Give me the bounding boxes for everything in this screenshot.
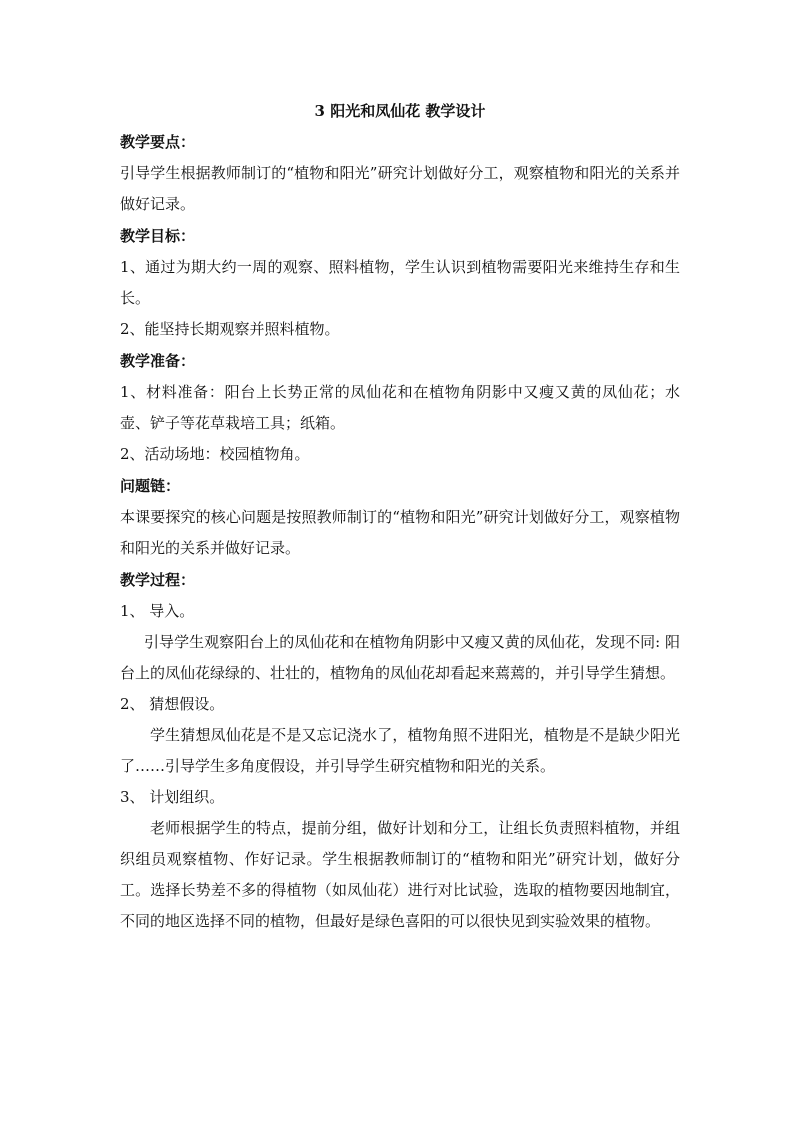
section-heading-key-points: 教学要点： <box>120 133 196 151</box>
process-step-2-title: 2、 猜想假设。 <box>120 695 225 713</box>
preparation-item-2: 2、活动场地：校园植物角。 <box>120 445 310 463</box>
process-step-3-title: 3、 计划组织。 <box>120 788 225 806</box>
document-title: 3 阳光和凤仙花 教学设计 <box>314 102 486 120</box>
objective-item-1: 1、通过为期大约一周的观察、照料植物，学生认识到植物需要阳光来维持生存和生长。 <box>120 258 680 307</box>
section-heading-question-chain: 问题链： <box>120 477 181 495</box>
process-step-1-body: 引导学生观察阳台上的凤仙花和在植物角阴影中又瘦又黄的凤仙花，发现不同: 阳台上的凤仙花绿绿的、壮壮的，植物角的凤仙花却看起来蔫蔫的，并引导学生猜想。 <box>120 633 680 682</box>
question-chain-paragraph: 本课要探究的核心问题是按照教师制订的“植物和阳光”研究计划做好分工，观察植物和阳光的关系并做好记录。 <box>120 508 680 557</box>
section-heading-process: 教学过程： <box>120 571 196 589</box>
section-heading-preparation: 教学准备： <box>120 352 196 370</box>
process-step-2-body: 学生猜想凤仙花是不是又忘记浇水了，植物角照不进阳光，植物是不是缺少阳光了……引导学生多角度假设，并引导学生研究植物和阳光的关系。 <box>120 726 680 775</box>
preparation-item-1: 1、材料准备：阳台上长势正常的凤仙花和在植物角阴影中又瘦又黄的凤仙花；水壶、铲子等花草栽培工具；纸箱。 <box>120 383 680 432</box>
process-step-1-title: 1、 导入。 <box>120 602 195 620</box>
key-points-paragraph: 引导学生根据教师制订的“植物和阳光”研究计划做好分工，观察植物和阳光的关系并做好记录。 <box>120 164 680 213</box>
document-page <box>120 96 680 937</box>
section-heading-objectives: 教学目标： <box>120 227 196 245</box>
objective-item-2: 2、能坚持长期观察并照料植物。 <box>120 320 340 338</box>
process-step-3-body: 老师根据学生的特点，提前分组，做好计划和分工，让组长负责照料植物，并组织组员观察植物、作好记录。学生根据教师制订的“植物和阳光”研究计划，做好分工。选择长势差不多的得植物（如凤仙花）进行对比试验，选取的植物要因地制宜，不同的地区选择不同的植物，但最好是绿色喜阳的可以很快见到实验效果的植物。 <box>120 819 680 930</box>
